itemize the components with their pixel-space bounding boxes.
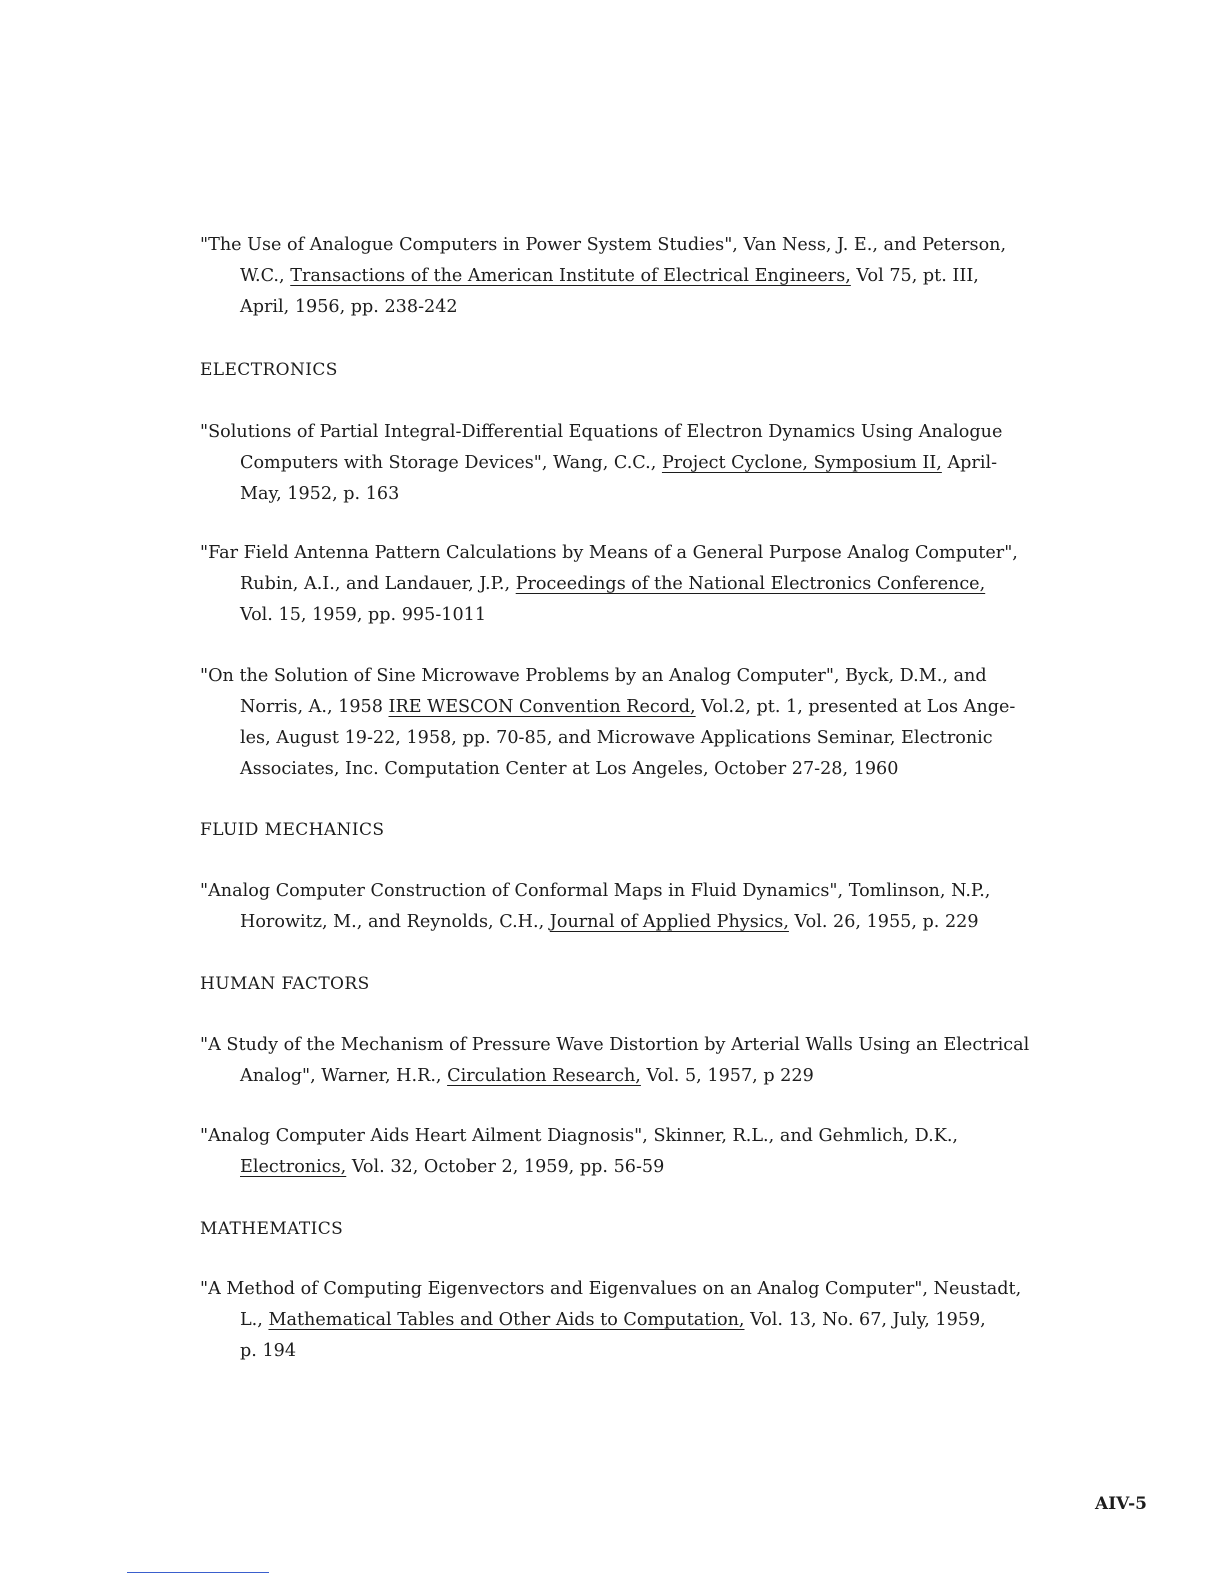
entry-line: "Solutions of Partial Integral-Differential Equations of Electron Dynamics Using Analogue — [200, 422, 1003, 442]
entry-line: les, August 19-22, 1958, pp. 70-85, and Microwave Applications Seminar, Electronic — [240, 728, 993, 748]
reference-entry — [200, 661, 1080, 785]
entry-line: Vol. 15, 1959, pp. 995-1011 — [240, 605, 487, 625]
entry-line: p. 194 — [240, 1341, 297, 1361]
entry-line — [200, 569, 1080, 600]
section-heading-mathematics: MATHEMATICS — [200, 1219, 344, 1239]
entry-text: Vol 75, pt. III, — [850, 266, 979, 286]
reference-entry — [200, 417, 1080, 510]
entry-line: "A Study of the Mechanism of Pressure Wave Distortion by Arterial Walls Using an Electrical — [200, 1035, 1030, 1055]
entry-text: L., — [240, 1310, 269, 1330]
journal-title: Electronics, — [240, 1157, 347, 1177]
entry-text: Vol. 5, 1957, p 229 — [640, 1066, 814, 1086]
entry-text: W.C., — [240, 266, 291, 286]
page-number: AIV-5 — [1095, 1494, 1147, 1514]
section-heading-electronics: ELECTRONICS — [200, 360, 338, 380]
entry-line: Associates, Inc. Computation Center at Los Angeles, October 27-28, 1960 — [240, 759, 899, 779]
entry-line: April, 1956, pp. 238-242 — [240, 297, 458, 317]
journal-title: Journal of Applied Physics, — [549, 912, 789, 932]
reference-entry — [200, 1121, 1080, 1183]
entry-line: "The Use of Analogue Computers in Power System Studies", Van Ness, J. E., and Peterson, — [200, 235, 1007, 255]
reference-entry — [200, 230, 1080, 323]
reference-entry — [200, 538, 1080, 631]
journal-title: Project Cyclone, Symposium II, — [661, 453, 942, 473]
entry-line: "Analog Computer Construction of Conformal Maps in Fluid Dynamics", Tomlinson, N.P., — [200, 881, 991, 901]
entry-text: Rubin, A.I., and Landauer, J.P., — [240, 574, 516, 594]
entry-line — [200, 1061, 1080, 1092]
entry-text: Vol.2, pt. 1, presented at Los Ange- — [695, 697, 1016, 717]
entry-text: Vol. 13, No. 67, July, 1959, — [744, 1310, 986, 1330]
journal-title: IRE WESCON Convention Record, — [388, 697, 696, 717]
entry-text: Analog", Warner, H.R., — [240, 1066, 448, 1086]
section-heading-fluid-mechanics: FLUID MECHANICS — [200, 820, 385, 840]
entry-line — [200, 907, 1080, 938]
footer-rule — [127, 1572, 269, 1573]
entry-line: "Analog Computer Aids Heart Ailment Diagnosis", Skinner, R.L., and Gehmlich, D.K., — [200, 1126, 959, 1146]
journal-title: Circulation Research, — [447, 1066, 641, 1086]
reference-entry — [200, 1030, 1080, 1092]
entry-line — [200, 1305, 1080, 1336]
journal-title: Transactions of the American Institute of Electrical Engineers, — [290, 266, 851, 286]
entry-line: May, 1952, p. 163 — [240, 484, 400, 504]
entry-text: Norris, A., 1958 — [240, 697, 389, 717]
entry-text: Vol. 26, 1955, p. 229 — [788, 912, 979, 932]
entry-text: Horowitz, M., and Reynolds, C.H., — [240, 912, 550, 932]
entry-text: April- — [941, 453, 998, 473]
reference-entry — [200, 1274, 1080, 1367]
entry-line: "A Method of Computing Eigenvectors and Eigenvalues on an Analog Computer", Neustadt, — [200, 1279, 1022, 1299]
entry-line — [200, 1152, 1080, 1183]
entry-line: "Far Field Antenna Pattern Calculations by Means of a General Purpose Analog Computer", — [200, 543, 1018, 563]
journal-title: Mathematical Tables and Other Aids to Computation, — [268, 1310, 745, 1330]
entry-line — [200, 261, 1080, 292]
entry-line: "On the Solution of Sine Microwave Problems by an Analog Computer", Byck, D.M., and — [200, 666, 987, 686]
journal-title: Proceedings of the National Electronics Conference, — [515, 574, 986, 594]
entry-text: Vol. 32, October 2, 1959, pp. 56-59 — [346, 1157, 665, 1177]
entry-line — [200, 692, 1080, 723]
entry-line — [200, 448, 1080, 479]
entry-text: Computers with Storage Devices", Wang, C.C., — [240, 453, 662, 473]
reference-entry — [200, 876, 1080, 938]
section-heading-human-factors: HUMAN FACTORS — [200, 974, 370, 994]
